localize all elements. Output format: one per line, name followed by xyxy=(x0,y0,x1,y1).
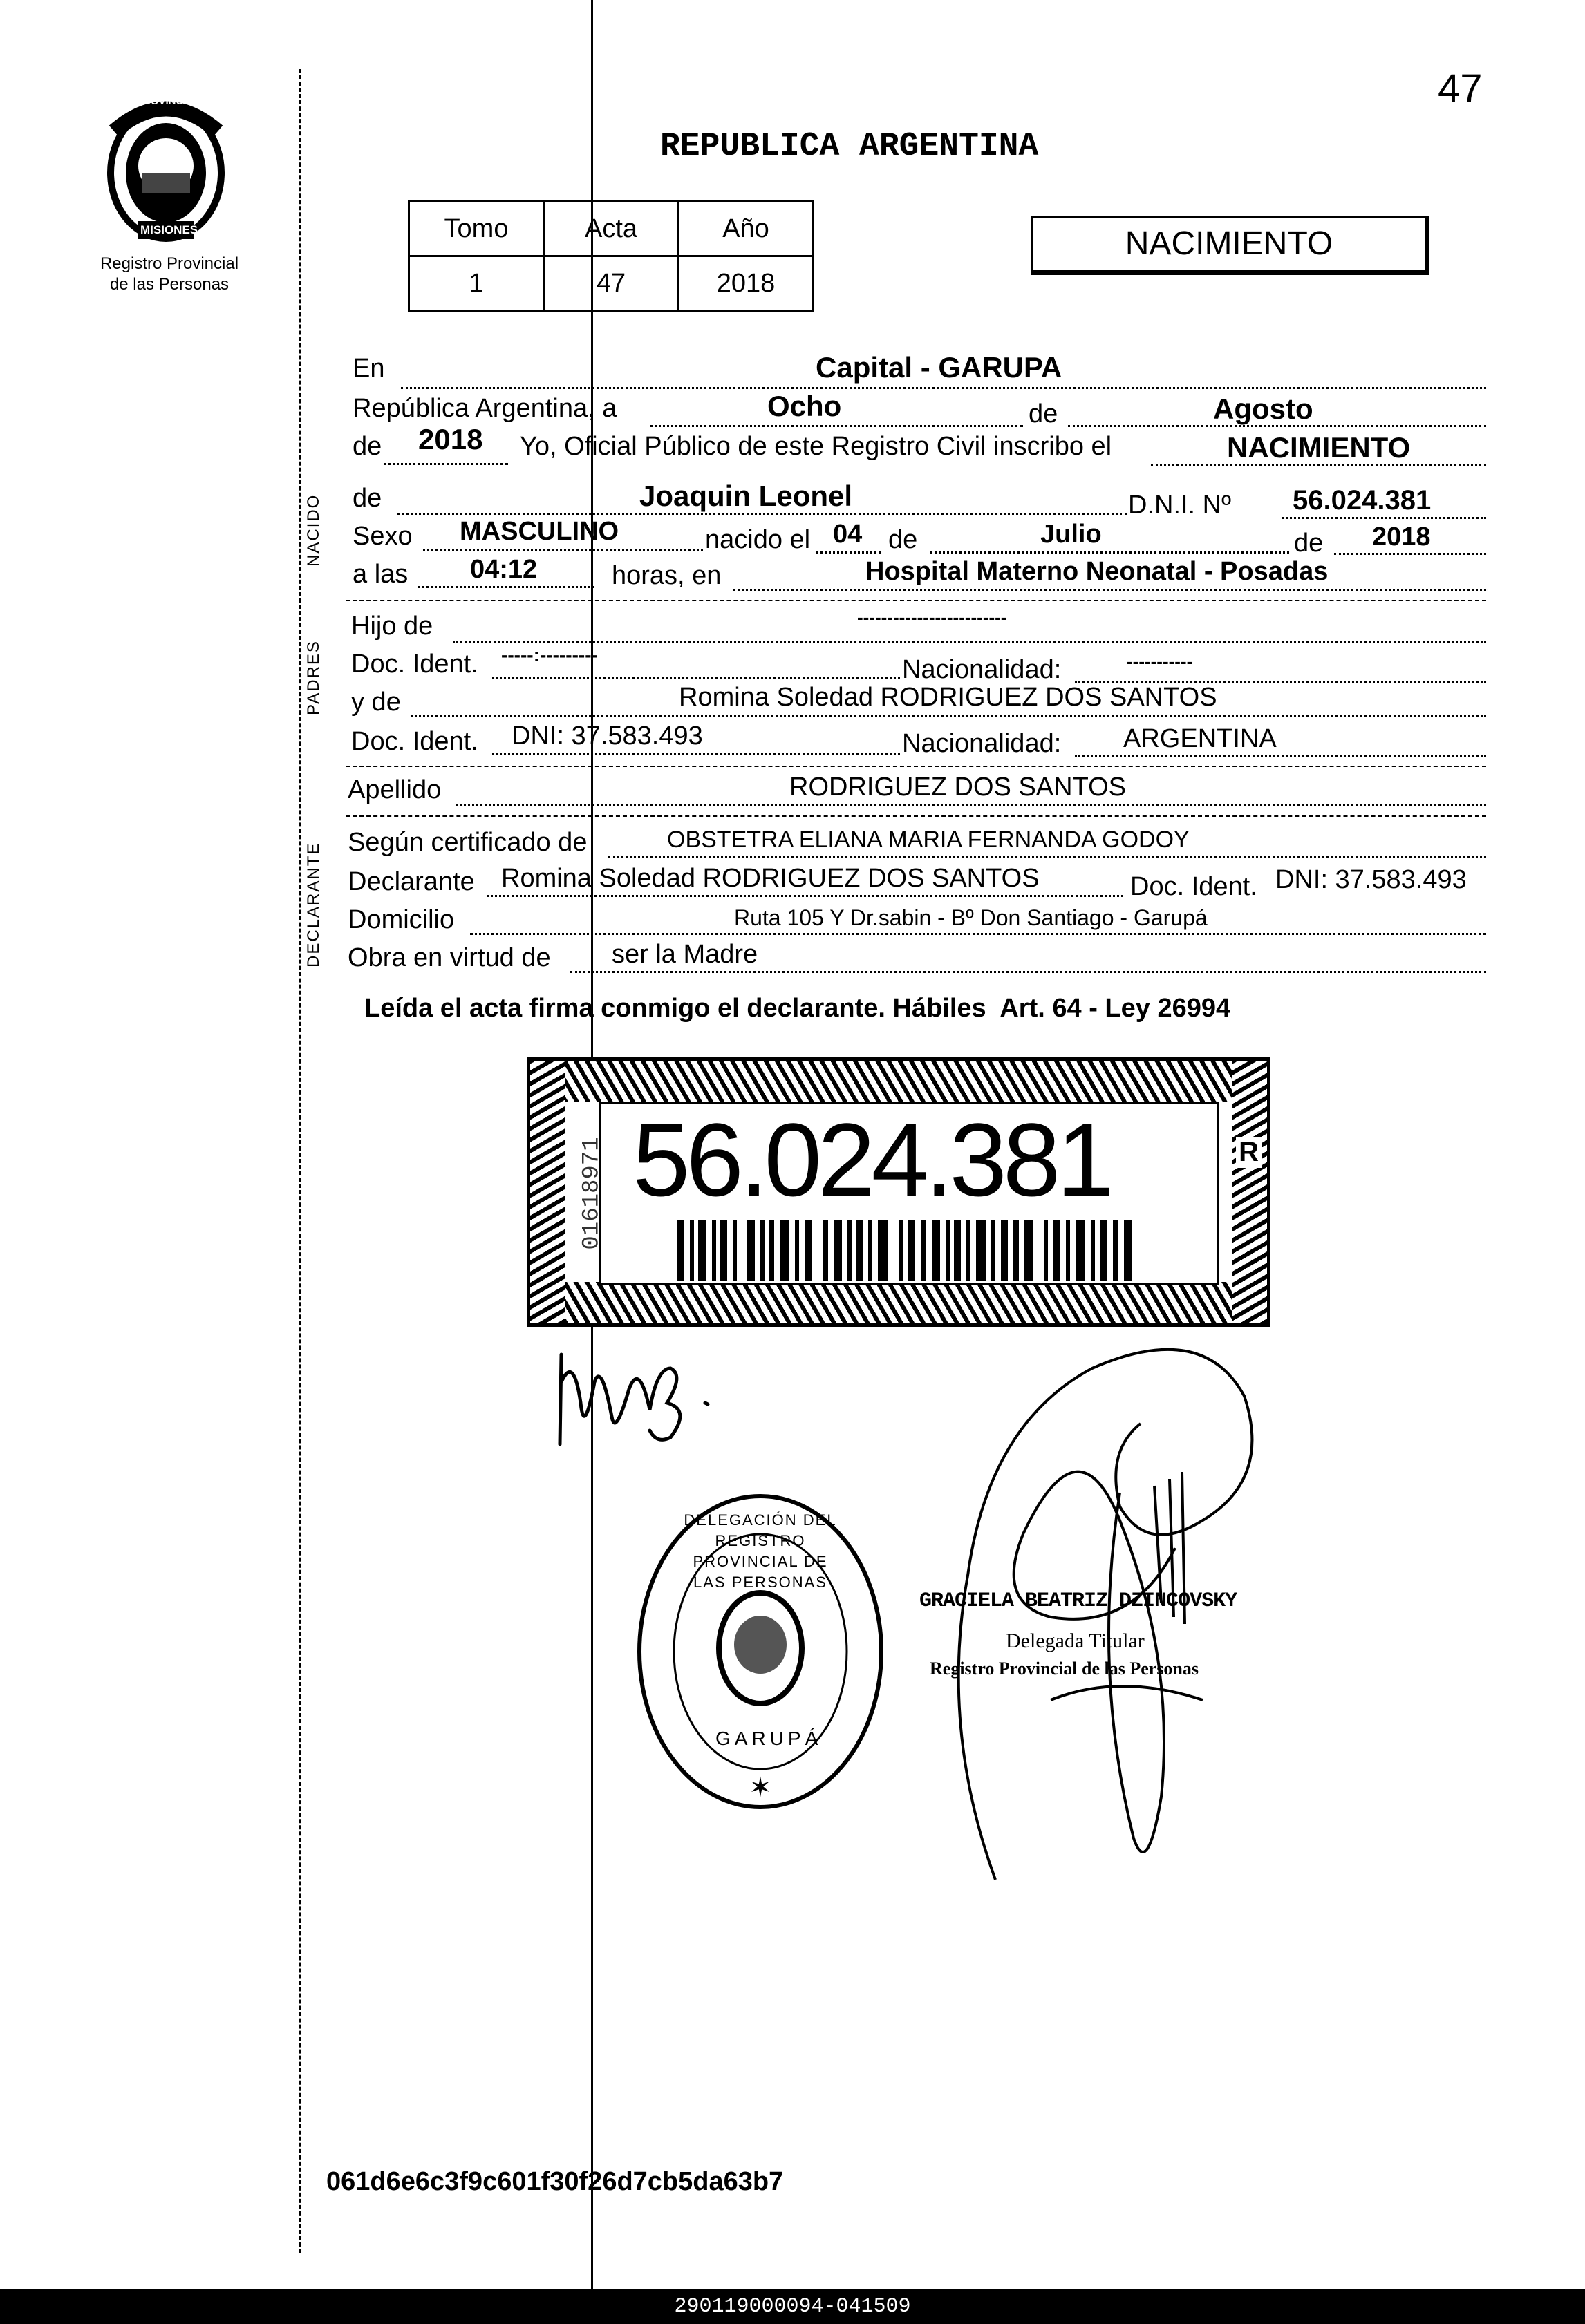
dots-doc-1 xyxy=(492,677,900,679)
header-acta: Acta xyxy=(544,202,679,256)
barcode-number: 56.024.381 xyxy=(632,1102,1110,1218)
value-doc-declarante: DNI: 37.583.493 xyxy=(1275,865,1467,894)
value-lugar: Capital - GARUPA xyxy=(816,351,1062,384)
logo-caption-2: de las Personas xyxy=(109,275,229,294)
value-dni: 56.024.381 xyxy=(1293,485,1432,516)
logo-arc-text: PROVINCIA DE xyxy=(136,95,211,107)
dots-anio-nac xyxy=(1334,553,1486,555)
label-obra: Obra en virtud de xyxy=(348,943,551,972)
value-tomo: 1 xyxy=(409,256,544,311)
label-nacionalidad-1: Nacionalidad: xyxy=(902,655,1062,684)
delegation-stamp xyxy=(632,1489,888,1814)
value-acta: 47 xyxy=(544,256,679,311)
value-anio: 2018 xyxy=(679,256,814,311)
label-a-las: a las xyxy=(353,560,409,589)
value-mes: Agosto xyxy=(1213,393,1313,425)
document-hash: 061d6e6c3f9c601f30f26d7cb5da63b7 xyxy=(326,2167,784,2196)
label-declarante: Declarante xyxy=(348,867,475,896)
value-declarante: Romina Soledad RODRIGUEZ DOS SANTOS xyxy=(501,864,1040,893)
dots-name xyxy=(397,513,1127,515)
dots-hijo-de xyxy=(453,641,1486,643)
dots-mes-nac xyxy=(930,551,1289,554)
dots-domicilio xyxy=(470,933,1486,935)
official-office: Registro Provincial de las Personas xyxy=(930,1659,1199,1679)
value-nac-madre: ARGENTINA xyxy=(1123,724,1277,753)
label-en: En xyxy=(353,354,385,383)
dots-inscripcion xyxy=(1151,464,1486,466)
label-dni: D.N.I. Nº xyxy=(1128,491,1231,520)
value-inscripcion: NACIMIENTO xyxy=(1227,431,1411,464)
value-mes-nac: Julio xyxy=(1040,520,1102,549)
label-doc-ident-2: Doc. Ident. xyxy=(351,727,478,756)
footer-code: 290119000094-041509 xyxy=(674,2295,911,2318)
label-de-month: de xyxy=(888,525,918,554)
label-hijo-de: Hijo de xyxy=(351,612,433,641)
dots-apellido xyxy=(456,804,1486,806)
label-segun: Según certificado de xyxy=(348,828,588,857)
footer-bar xyxy=(0,2289,1585,2324)
label-doc-ident-1: Doc. Ident. xyxy=(351,650,478,679)
label-nacionalidad-2: Nacionalidad: xyxy=(902,729,1062,758)
label-yo: Yo, Oficial Público de este Registro Civil inscribo el xyxy=(520,432,1112,461)
separator-2 xyxy=(346,766,1486,767)
dots-sexo xyxy=(423,549,703,551)
province-logo xyxy=(93,90,238,249)
stamp-text: DELEGACIÓN DEL REGISTRO PROVINCIAL DE LAS PERSONAS xyxy=(684,1511,837,1591)
barcode-label xyxy=(527,1057,1270,1327)
dots-dia-nac xyxy=(816,551,881,554)
dots-obra xyxy=(570,971,1486,973)
dots-madre xyxy=(411,715,1486,717)
value-anio-nac: 2018 xyxy=(1372,522,1431,551)
value-certificado: OBSTETRA ELIANA MARIA FERNANDA GODOY xyxy=(667,826,1190,853)
value-hora: 04:12 xyxy=(470,555,538,584)
dots-dni xyxy=(1282,517,1486,519)
label-de-year: de xyxy=(1294,529,1324,558)
label-horas: horas, en xyxy=(612,561,722,590)
dots-certificado xyxy=(608,856,1486,858)
value-nombre: Joaquin Leonel xyxy=(639,480,853,512)
label-de2: de xyxy=(353,432,382,461)
record-table xyxy=(408,200,814,312)
dots-lugar-nac xyxy=(733,589,1486,591)
stamp-city: GARUPÁ xyxy=(715,1728,823,1749)
value-madre: Romina Soledad RODRIGUEZ DOS SANTOS xyxy=(679,683,1217,712)
dots-hora xyxy=(418,586,594,588)
barcode-bars xyxy=(677,1220,1134,1281)
dots-en xyxy=(401,387,1486,389)
barcode-serial: 01618971 xyxy=(579,1137,606,1250)
value-nac-padre: ----------- xyxy=(1127,651,1193,672)
header-tomo: Tomo xyxy=(409,202,544,256)
side-label-padres: PADRES xyxy=(304,640,323,715)
label-de: de xyxy=(1029,399,1058,428)
barcode-left-pattern xyxy=(530,1061,565,1323)
dots-declarante xyxy=(487,895,1123,897)
dots-dia xyxy=(650,425,1023,427)
value-doc-padre: -----:--------- xyxy=(501,644,598,665)
value-obra: ser la Madre xyxy=(612,940,758,969)
value-doc-madre: DNI: 37.583.493 xyxy=(512,721,703,750)
label-sexo: Sexo xyxy=(353,522,413,551)
value-domicilio: Ruta 105 Y Dr.sabin - Bº Don Santiago - Garupá xyxy=(734,905,1208,930)
label-apellido: Apellido xyxy=(348,775,442,804)
closing-text: Leída el acta firma conmigo el declarante. Hábiles Art. 64 - Ley 26994 xyxy=(364,994,1231,1023)
dots-doc-2 xyxy=(492,753,900,755)
barcode-pattern-letter: R xyxy=(1236,1137,1262,1168)
label-de-name: de xyxy=(353,484,382,513)
value-sexo: MASCULINO xyxy=(460,517,619,546)
official-title: Delegada Titular xyxy=(1006,1629,1145,1652)
label-y-de: y de xyxy=(351,688,401,717)
barcode-right-pattern xyxy=(1232,1061,1267,1323)
value-apellido: RODRIGUEZ DOS SANTOS xyxy=(789,773,1127,802)
record-type-box xyxy=(1031,216,1429,275)
label-domicilio: Domicilio xyxy=(348,905,455,934)
barcode-inner xyxy=(579,1102,1219,1285)
logo-caption-1: Registro Provincial xyxy=(100,254,239,273)
value-dia: Ocho xyxy=(767,390,842,422)
svg-text:✶: ✶ xyxy=(749,1772,772,1804)
side-label-declarante: DECLARANTE xyxy=(304,842,323,967)
separator-1 xyxy=(346,600,1486,601)
value-lugar-nac: Hospital Materno Neonatal - Posadas xyxy=(865,557,1329,586)
value-anio-acta: 2018 xyxy=(418,423,483,455)
separator-3 xyxy=(346,815,1486,817)
country-title: REPUBLICA ARGENTINA xyxy=(660,128,1039,165)
value-dia-nac: 04 xyxy=(833,520,863,549)
label-republica: República Argentina, a xyxy=(353,394,617,423)
dots-anio xyxy=(384,463,508,465)
header-anio: Año xyxy=(679,202,814,256)
left-margin-line xyxy=(299,69,301,2253)
label-nacido: nacido el xyxy=(705,525,811,554)
page-number: 47 xyxy=(1438,66,1483,111)
label-doc-ident-3: Doc. Ident. xyxy=(1130,872,1257,901)
side-label-nacido: NACIDO xyxy=(304,493,323,567)
handwritten-initials xyxy=(546,1341,726,1458)
barcode-top-pattern xyxy=(530,1061,1267,1102)
logo-bottom-text: MISIONES xyxy=(140,223,198,236)
value-hijo-de: ------------------------- xyxy=(857,607,1007,627)
official-name: GRACIELA BEATRIZ DZINCOVSKY xyxy=(919,1589,1237,1613)
dots-nac-2 xyxy=(1075,755,1486,757)
record-type: NACIMIENTO xyxy=(1125,225,1333,262)
